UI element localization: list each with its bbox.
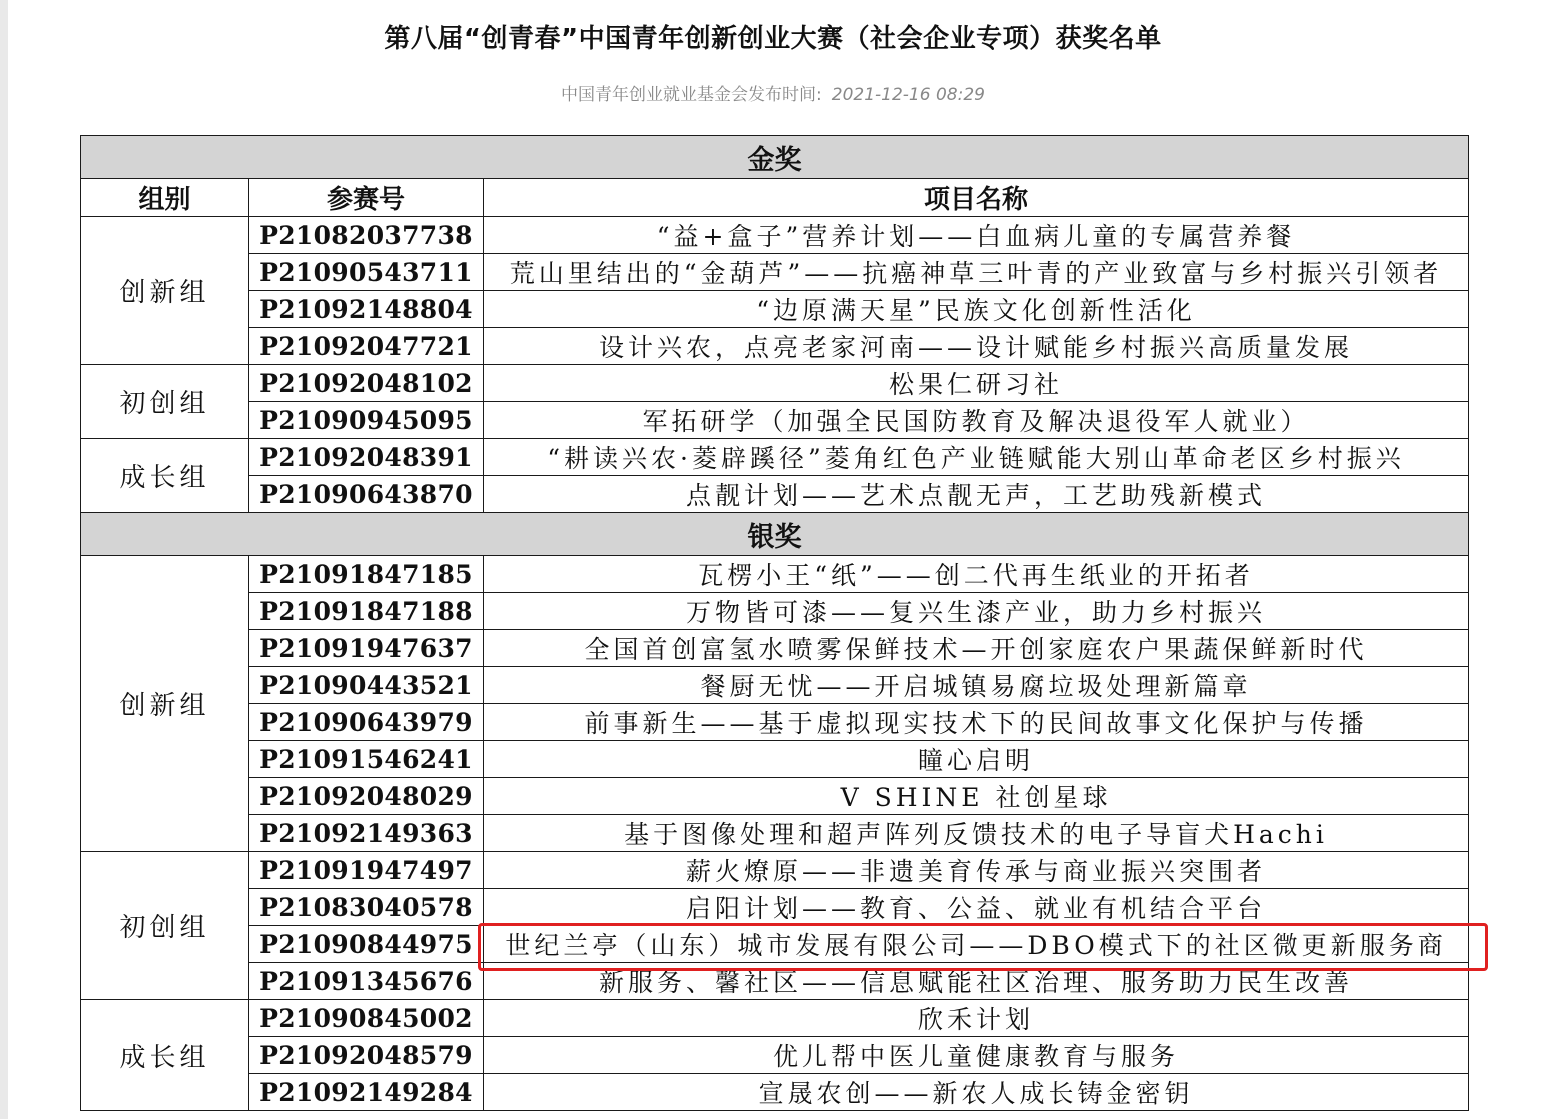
entry-code-cell: P21092047721	[249, 328, 484, 365]
table-row	[81, 667, 1469, 704]
table-row	[81, 291, 1469, 328]
project-name-cell: 优儿帮中医儿童健康教育与服务	[484, 1037, 1469, 1074]
entry-code-cell: P21090643979	[249, 704, 484, 741]
gold-section-row	[81, 136, 1469, 179]
entry-code-cell: P21091847188	[249, 593, 484, 630]
group-cell: 创新组	[81, 217, 249, 365]
table-row	[81, 402, 1469, 439]
project-name-cell: 新服务、馨社区——信息赋能社区治理、服务助力民生改善	[484, 963, 1469, 1000]
project-name-cell: 万物皆可漆——复兴生漆产业，助力乡村振兴	[484, 593, 1469, 630]
publisher-label: 中国青年创业就业基金会发布时间:	[561, 85, 822, 105]
gold-section-title: 金奖	[81, 136, 1469, 179]
table-row	[81, 593, 1469, 630]
column-header-group: 组别	[81, 179, 249, 217]
table-row	[81, 365, 1469, 402]
entry-code-cell: P21082037738	[249, 217, 484, 254]
entry-code-cell: P21083040578	[249, 889, 484, 926]
entry-code-cell: P21092149284	[249, 1074, 484, 1111]
entry-code-cell: P21091947637	[249, 630, 484, 667]
project-name-cell: 军拓研学（加强全民国防教育及解决退役军人就业）	[484, 402, 1469, 439]
page-title: 第八届“创青春”中国青年创新创业大赛（社会企业专项）获奖名单	[384, 24, 1162, 54]
table-row	[81, 741, 1469, 778]
project-name-cell: 世纪兰亭（山东）城市发展有限公司——DBO模式下的社区微更新服务商	[484, 926, 1469, 963]
project-name-cell: 瓦楞小王“纸”——创二代再生纸业的开拓者	[484, 556, 1469, 593]
table-row	[81, 1000, 1469, 1037]
table-header-row	[81, 179, 1469, 217]
group-cell: 成长组	[81, 439, 249, 513]
table-row	[81, 852, 1469, 889]
table-row	[81, 1037, 1469, 1074]
entry-code-cell: P21091345676	[249, 963, 484, 1000]
project-name-cell: 松果仁研习社	[484, 365, 1469, 402]
project-name-cell: 点靓计划——艺术点靓无声，工艺助残新模式	[484, 476, 1469, 513]
group-cell: 初创组	[81, 365, 249, 439]
table-row	[81, 328, 1469, 365]
entry-code-cell: P21090844975	[249, 926, 484, 963]
table-row	[81, 630, 1469, 667]
table-row	[81, 217, 1469, 254]
publish-meta	[0, 80, 1546, 105]
table-row	[81, 889, 1469, 926]
table-row	[81, 556, 1469, 593]
silver-section-title: 银奖	[81, 513, 1469, 556]
project-name-cell: 薪火燎原——非遗美育传承与商业振兴突围者	[484, 852, 1469, 889]
entry-code-cell: P21090643870	[249, 476, 484, 513]
entry-code-cell: P21090443521	[249, 667, 484, 704]
project-name-cell: 全国首创富氢水喷雾保鲜技术—开创家庭农户果蔬保鲜新时代	[484, 630, 1469, 667]
highlight-box	[478, 923, 1488, 971]
project-name-cell: 设计兴农，点亮老家河南——设计赋能乡村振兴高质量发展	[484, 328, 1469, 365]
project-name-cell: 餐厨无忧——开启城镇易腐垃圾处理新篇章	[484, 667, 1469, 704]
silver-section-row	[81, 513, 1469, 556]
table-row	[81, 476, 1469, 513]
table-row	[81, 254, 1469, 291]
entry-code-cell: P21092048579	[249, 1037, 484, 1074]
project-name-cell: “益+盒子”营养计划——白血病儿童的专属营养餐	[484, 217, 1469, 254]
project-name-cell: V SHINE 社创星球	[484, 778, 1469, 815]
group-cell: 初创组	[81, 852, 249, 1000]
table-row	[81, 1074, 1469, 1111]
entry-code-cell: P21092048029	[249, 778, 484, 815]
project-name-cell: 欣禾计划	[484, 1000, 1469, 1037]
project-name-cell: 基于图像处理和超声阵列反馈技术的电子导盲犬Hachi	[484, 815, 1469, 852]
column-header-name: 项目名称	[484, 179, 1469, 217]
project-name-cell: “边原满天星”民族文化创新性活化	[484, 291, 1469, 328]
entry-code-cell: P21090945095	[249, 402, 484, 439]
table-row	[81, 815, 1469, 852]
entry-code-cell: P21090543711	[249, 254, 484, 291]
table-row	[81, 439, 1469, 476]
publish-time: 2021-12-16 08:29	[831, 85, 985, 105]
project-name-cell: 荒山里结出的“金葫芦”——抗癌神草三叶青的产业致富与乡村振兴引领者	[484, 254, 1469, 291]
project-name-cell: 宣晟农创——新农人成长铸金密钥	[484, 1074, 1469, 1111]
entry-code-cell: P21091947497	[249, 852, 484, 889]
entry-code-cell: P21091847185	[249, 556, 484, 593]
group-cell: 创新组	[81, 556, 249, 852]
table-row	[81, 704, 1469, 741]
project-name-cell: 前事新生——基于虚拟现实技术下的民间故事文化保护与传播	[484, 704, 1469, 741]
table-row	[81, 778, 1469, 815]
project-name-cell: 瞳心启明	[484, 741, 1469, 778]
entry-code-cell: P21092048102	[249, 365, 484, 402]
entry-code-cell: P21092148804	[249, 291, 484, 328]
entry-code-cell: P21092048391	[249, 439, 484, 476]
column-header-code: 参赛号	[249, 179, 484, 217]
entry-code-cell: P21091546241	[249, 741, 484, 778]
entry-code-cell: P21090845002	[249, 1000, 484, 1037]
left-margin-bar	[0, 0, 8, 1119]
project-name-cell: “耕读兴农·菱辟蹊径”菱角红色产业链赋能大别山革命老区乡村振兴	[484, 439, 1469, 476]
entry-code-cell: P21092149363	[249, 815, 484, 852]
project-name-cell: 启阳计划——教育、公益、就业有机结合平台	[484, 889, 1469, 926]
group-cell: 成长组	[81, 1000, 249, 1111]
